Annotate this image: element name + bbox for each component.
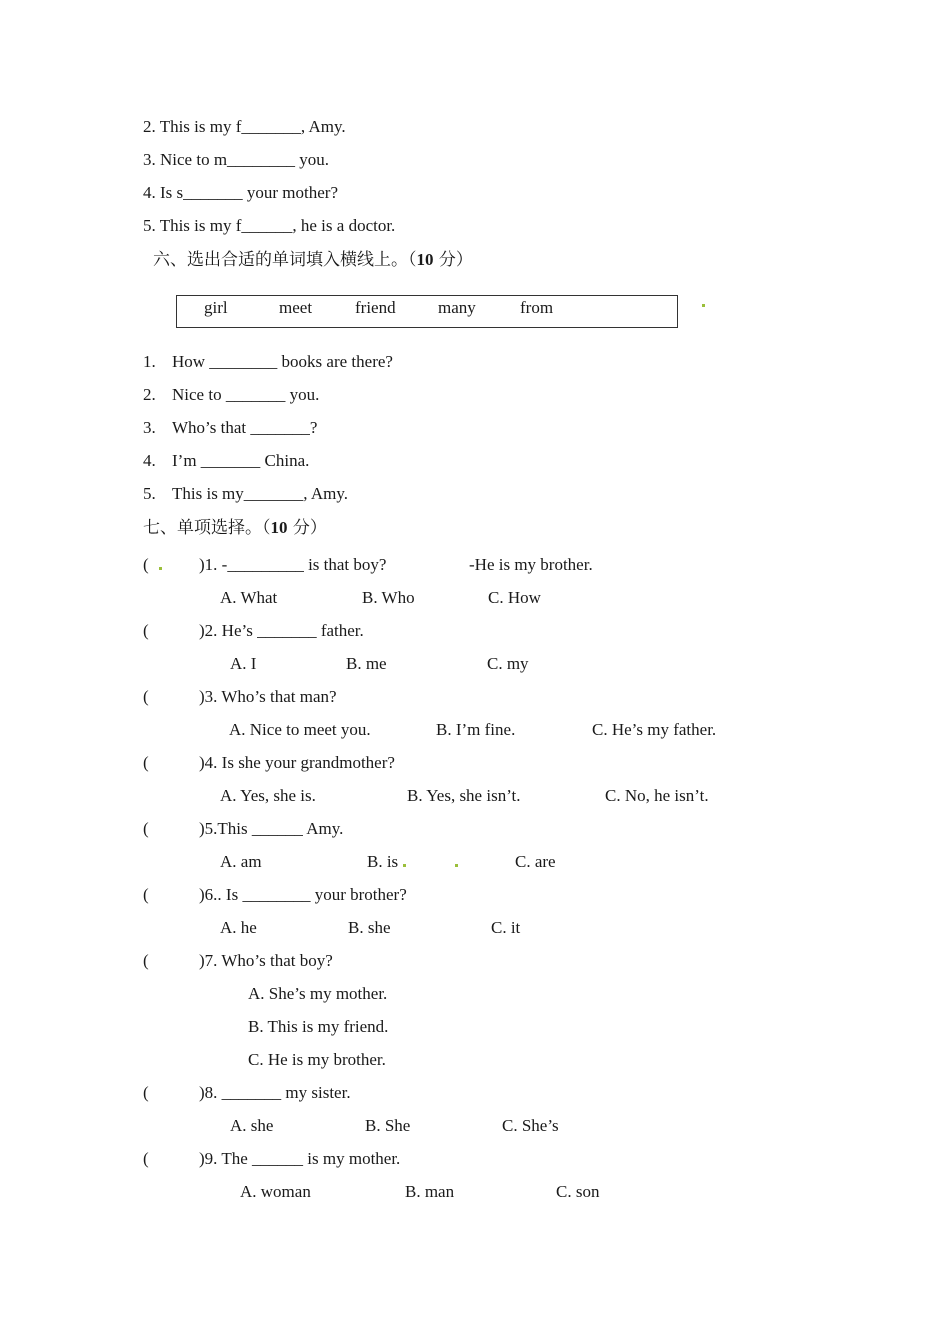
- speck-mark: [702, 304, 705, 307]
- mc-option: C. it: [491, 918, 521, 937]
- mc-option: A. she: [230, 1116, 274, 1135]
- question-text: How ________ books are there?: [172, 352, 393, 371]
- mc-option: B. is: [367, 852, 399, 871]
- mc-stem: )3. Who’s that man?: [199, 687, 337, 706]
- speck-mark: [455, 864, 458, 867]
- mc-option: A. Yes, she is.: [220, 786, 316, 805]
- mc-option: B. me: [346, 654, 387, 673]
- answer-paren: (: [143, 819, 149, 838]
- mc-option: C. No, he isn’t.: [605, 786, 709, 805]
- mc-option: A. I: [230, 654, 257, 673]
- question-text: I’m _______ China.: [172, 451, 310, 470]
- speck-mark: [159, 567, 162, 570]
- mc-stem: )2. He’s _______ father.: [199, 621, 364, 640]
- mc-stem: )9. The ______ is my mother.: [199, 1149, 401, 1168]
- answer-paren: (: [143, 951, 149, 970]
- mc-option: B. Who: [362, 588, 415, 607]
- speck-mark: [403, 864, 406, 867]
- mc-option: A. woman: [240, 1182, 311, 1201]
- mc-option: C. He is my brother.: [248, 1050, 386, 1069]
- answer-paren: (: [143, 687, 149, 706]
- word-bank-item: from: [520, 298, 554, 317]
- word-bank-item: friend: [355, 298, 396, 317]
- word-bank-item: girl: [204, 298, 228, 317]
- word-bank-box: [176, 295, 678, 328]
- fill-item-3: 3. Nice to m________ you.: [143, 150, 330, 169]
- mc-option: A. Nice to meet you.: [229, 720, 371, 739]
- question-text: Who’s that _______?: [172, 418, 318, 437]
- mc-option: B. She: [365, 1116, 411, 1135]
- fill-item-5: 5. This is my f______, he is a doctor.: [143, 216, 396, 235]
- mc-option: C. He’s my father.: [592, 720, 717, 739]
- mc-option: C. How: [488, 588, 541, 607]
- mc-stem: )7. Who’s that boy?: [199, 951, 333, 970]
- mc-option: B. she: [348, 918, 391, 937]
- answer-paren: (: [143, 1149, 149, 1168]
- mc-option: A. he: [220, 918, 257, 937]
- mc-option: B. Yes, she isn’t.: [407, 786, 521, 805]
- answer-paren: (: [143, 621, 149, 640]
- mc-stem: )4. Is she your grandmother?: [199, 753, 395, 772]
- word-bank-item: meet: [279, 298, 313, 317]
- mc-option: B. This is my friend.: [248, 1017, 389, 1036]
- question-text: Nice to _______ you.: [172, 385, 320, 404]
- question-number: 1.: [143, 352, 156, 371]
- mc-option: C. She’s: [502, 1116, 559, 1135]
- question-number: 5.: [143, 484, 156, 503]
- fill-item-4: 4. Is s_______ your mother?: [143, 183, 339, 202]
- mc-option: C. my: [487, 654, 529, 673]
- question-number: 4.: [143, 451, 156, 470]
- answer-paren: (: [143, 753, 149, 772]
- mc-option: B. man: [405, 1182, 455, 1201]
- word-bank-item: many: [438, 298, 476, 317]
- question-number: 3.: [143, 418, 156, 437]
- section-7-heading: 七、单项选择。（10 分）: [143, 518, 327, 538]
- mc-stem: )6.. Is ________ your brother?: [199, 885, 407, 904]
- mc-option: A. She’s my mother.: [248, 984, 388, 1003]
- answer-paren: (: [143, 885, 149, 904]
- answer-paren: (: [143, 555, 149, 574]
- fill-item-2: 2. This is my f_______, Amy.: [143, 117, 346, 136]
- mc-option: A. am: [220, 852, 262, 871]
- mc-stem: )8. _______ my sister.: [199, 1083, 351, 1102]
- section-6-heading: 六、选出合适的单词填入横线上。（10 分）: [153, 250, 473, 270]
- mc-stem-answer: -He is my brother.: [469, 555, 593, 574]
- mc-option: C. are: [515, 852, 556, 871]
- mc-option: B. I’m fine.: [436, 720, 516, 739]
- question-number: 2.: [143, 385, 156, 404]
- mc-option: A. What: [220, 588, 278, 607]
- mc-option: C. son: [556, 1182, 600, 1201]
- mc-stem: )1. -_________ is that boy?: [199, 555, 387, 574]
- mc-stem: )5.This ______ Amy.: [199, 819, 344, 838]
- question-text: This is my_______, Amy.: [172, 484, 348, 503]
- answer-paren: (: [143, 1083, 149, 1102]
